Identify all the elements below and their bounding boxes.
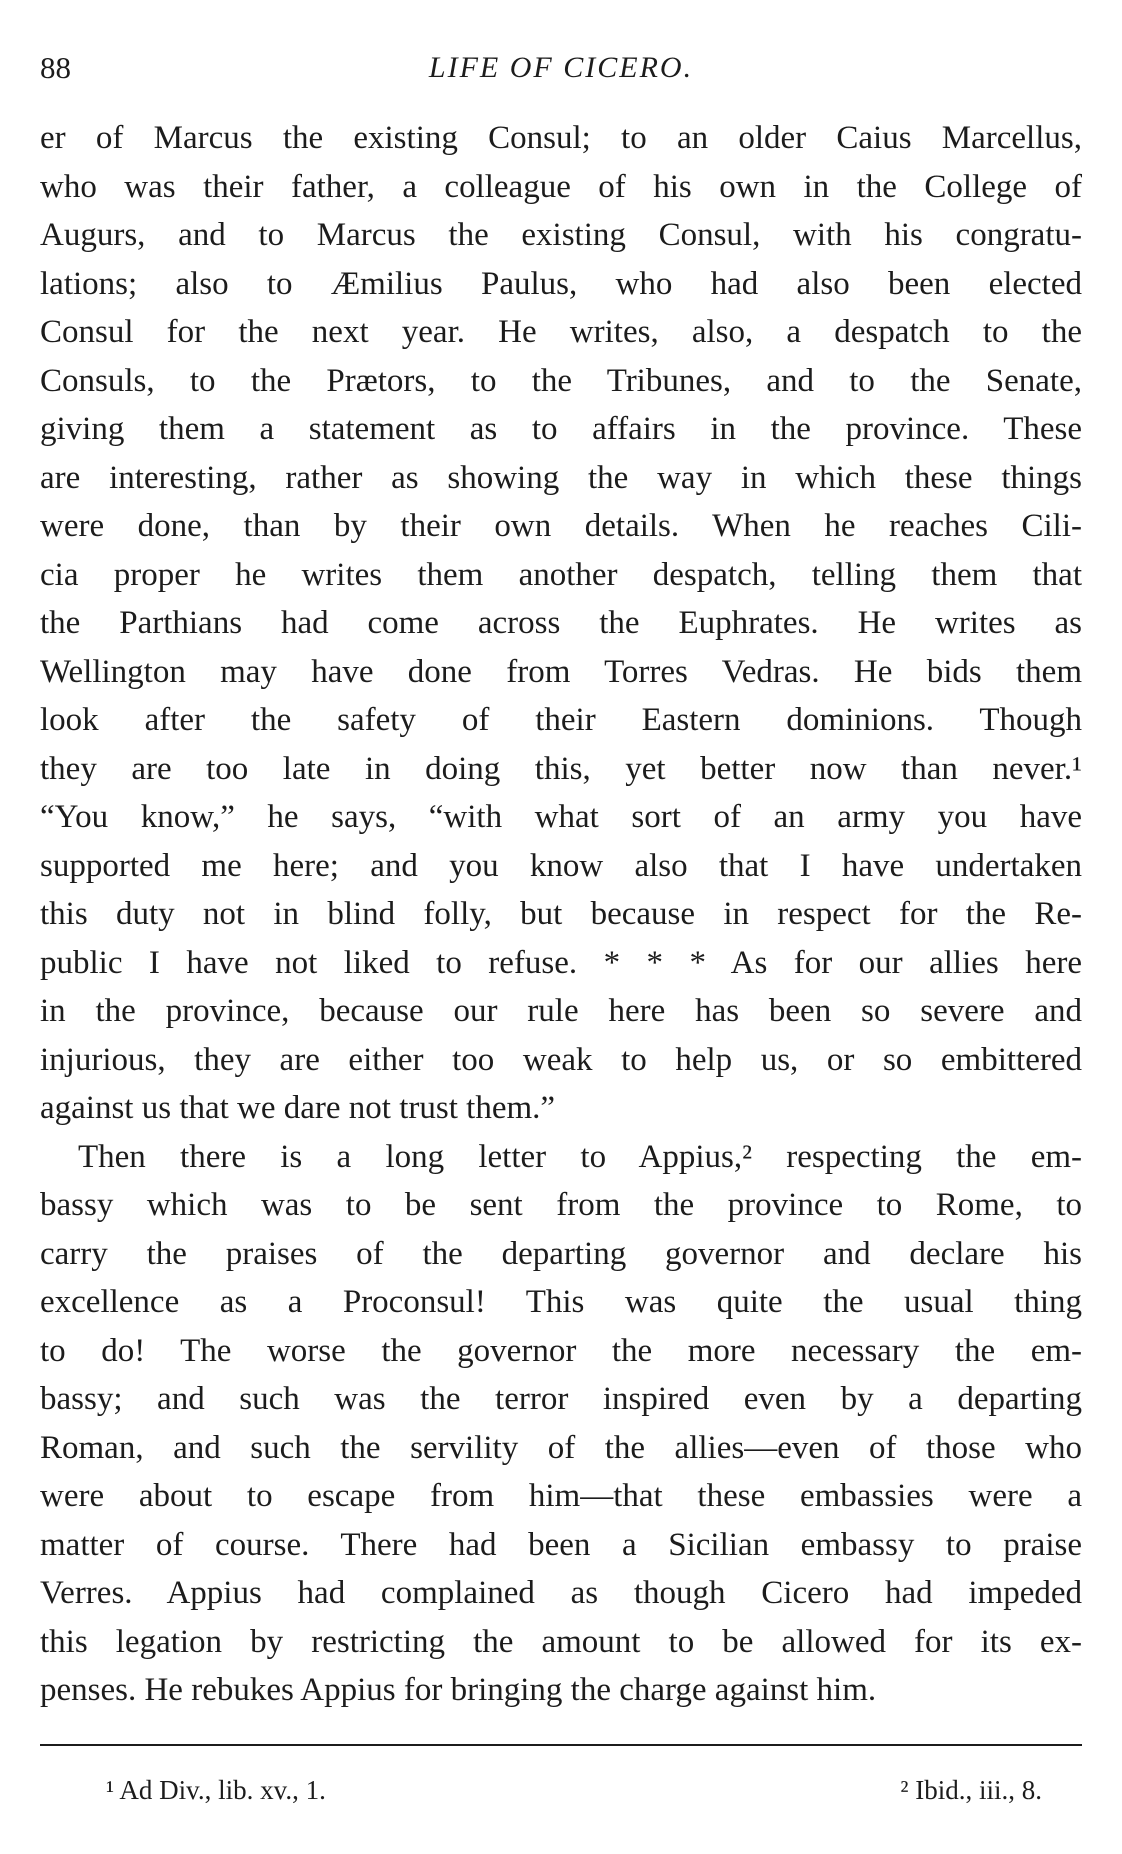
footnote-2: ² Ibid., iii., 8.: [900, 1775, 1042, 1805]
text-line: were about to escape from him—that these embassies were a: [40, 1478, 1082, 1514]
text-line: matter of course. There had been a Sicilian embassy to praise: [40, 1526, 1082, 1563]
text-line: bassy which was to be sent from the province to Rome, to: [40, 1187, 1082, 1223]
text-line: excellence as a Proconsul! This was quite the usual thing: [40, 1284, 1082, 1320]
text-line: penses. He rebukes Appius for bringing the charge against him.: [40, 1672, 877, 1708]
text-line: Augurs, and to Marcus the existing Consul, with his congratu-: [40, 217, 1082, 253]
footnote-1: ¹ Ad Div., lib. xv., 1.: [106, 1775, 326, 1805]
text-line: to do! The worse the governor the more necessary the em-: [40, 1332, 1082, 1369]
text-line: Consul for the next year. He writes, also, a despatch to the: [40, 314, 1082, 350]
page-header: [40, 48, 1082, 88]
text-line: this duty not in blind folly, but because in respect for the Re-: [40, 896, 1082, 932]
text-line: who was their father, a colleague of his own in the College of: [40, 168, 1082, 205]
text-line: look after the safety of their Eastern dominions. Though: [40, 702, 1082, 738]
text-line: giving them a statement as to affairs in the province. These: [40, 411, 1082, 447]
text-line: the Parthians had come across the Euphrates. He writes as: [40, 605, 1082, 641]
paragraph-2: [40, 1133, 1082, 1715]
text-line: they are too late in doing this, yet better now than never.¹: [40, 750, 1082, 787]
body-text: [40, 114, 1082, 1715]
footnotes: [40, 1770, 1082, 1810]
text-line: “You know,” he says, “with what sort of an army you have: [40, 799, 1082, 835]
text-line: in the province, because our rule here has been so severe and: [40, 993, 1082, 1029]
text-line: Verres. Appius had complained as though Cicero had impeded: [40, 1575, 1082, 1611]
page-number: 88: [40, 50, 71, 85]
text-line: public I have not liked to refuse. * * * As for our allies here: [40, 944, 1082, 981]
text-line: cia proper he writes them another despatch, telling them that: [40, 556, 1082, 593]
text-line: injurious, they are either too weak to help us, or so embittered: [40, 1041, 1082, 1078]
paragraph-1: [40, 114, 1082, 1133]
text-line: bassy; and such was the terror inspired even by a departing: [40, 1381, 1082, 1417]
text-line: lations; also to Æmilius Paulus, who had also been elected: [40, 265, 1082, 302]
text-line: supported me here; and you know also that I have undertaken: [40, 847, 1082, 884]
text-line: er of Marcus the existing Consul; to an older Caius Marcellus,: [40, 120, 1082, 156]
text-line: against us that we dare not trust them.”: [40, 1090, 556, 1126]
text-line: Consuls, to the Prætors, to the Tribunes, and to the Senate,: [40, 362, 1082, 399]
text-line: Roman, and such the servility of the allies—even of those who: [40, 1429, 1082, 1466]
text-line: are interesting, rather as showing the way in which these things: [40, 459, 1082, 496]
text-line: Then there is a long letter to Appius,² respecting the em-: [78, 1138, 1082, 1175]
footnote-divider: [40, 1744, 1082, 1746]
text-line: this legation by restricting the amount to be allowed for its ex-: [40, 1623, 1082, 1660]
text-line: Wellington may have done from Torres Vedras. He bids them: [40, 653, 1082, 690]
text-line: carry the praises of the departing governor and declare his: [40, 1235, 1082, 1272]
text-line: were done, than by their own details. When he reaches Cili-: [40, 508, 1082, 544]
running-title: LIFE OF CICERO.: [428, 51, 694, 84]
